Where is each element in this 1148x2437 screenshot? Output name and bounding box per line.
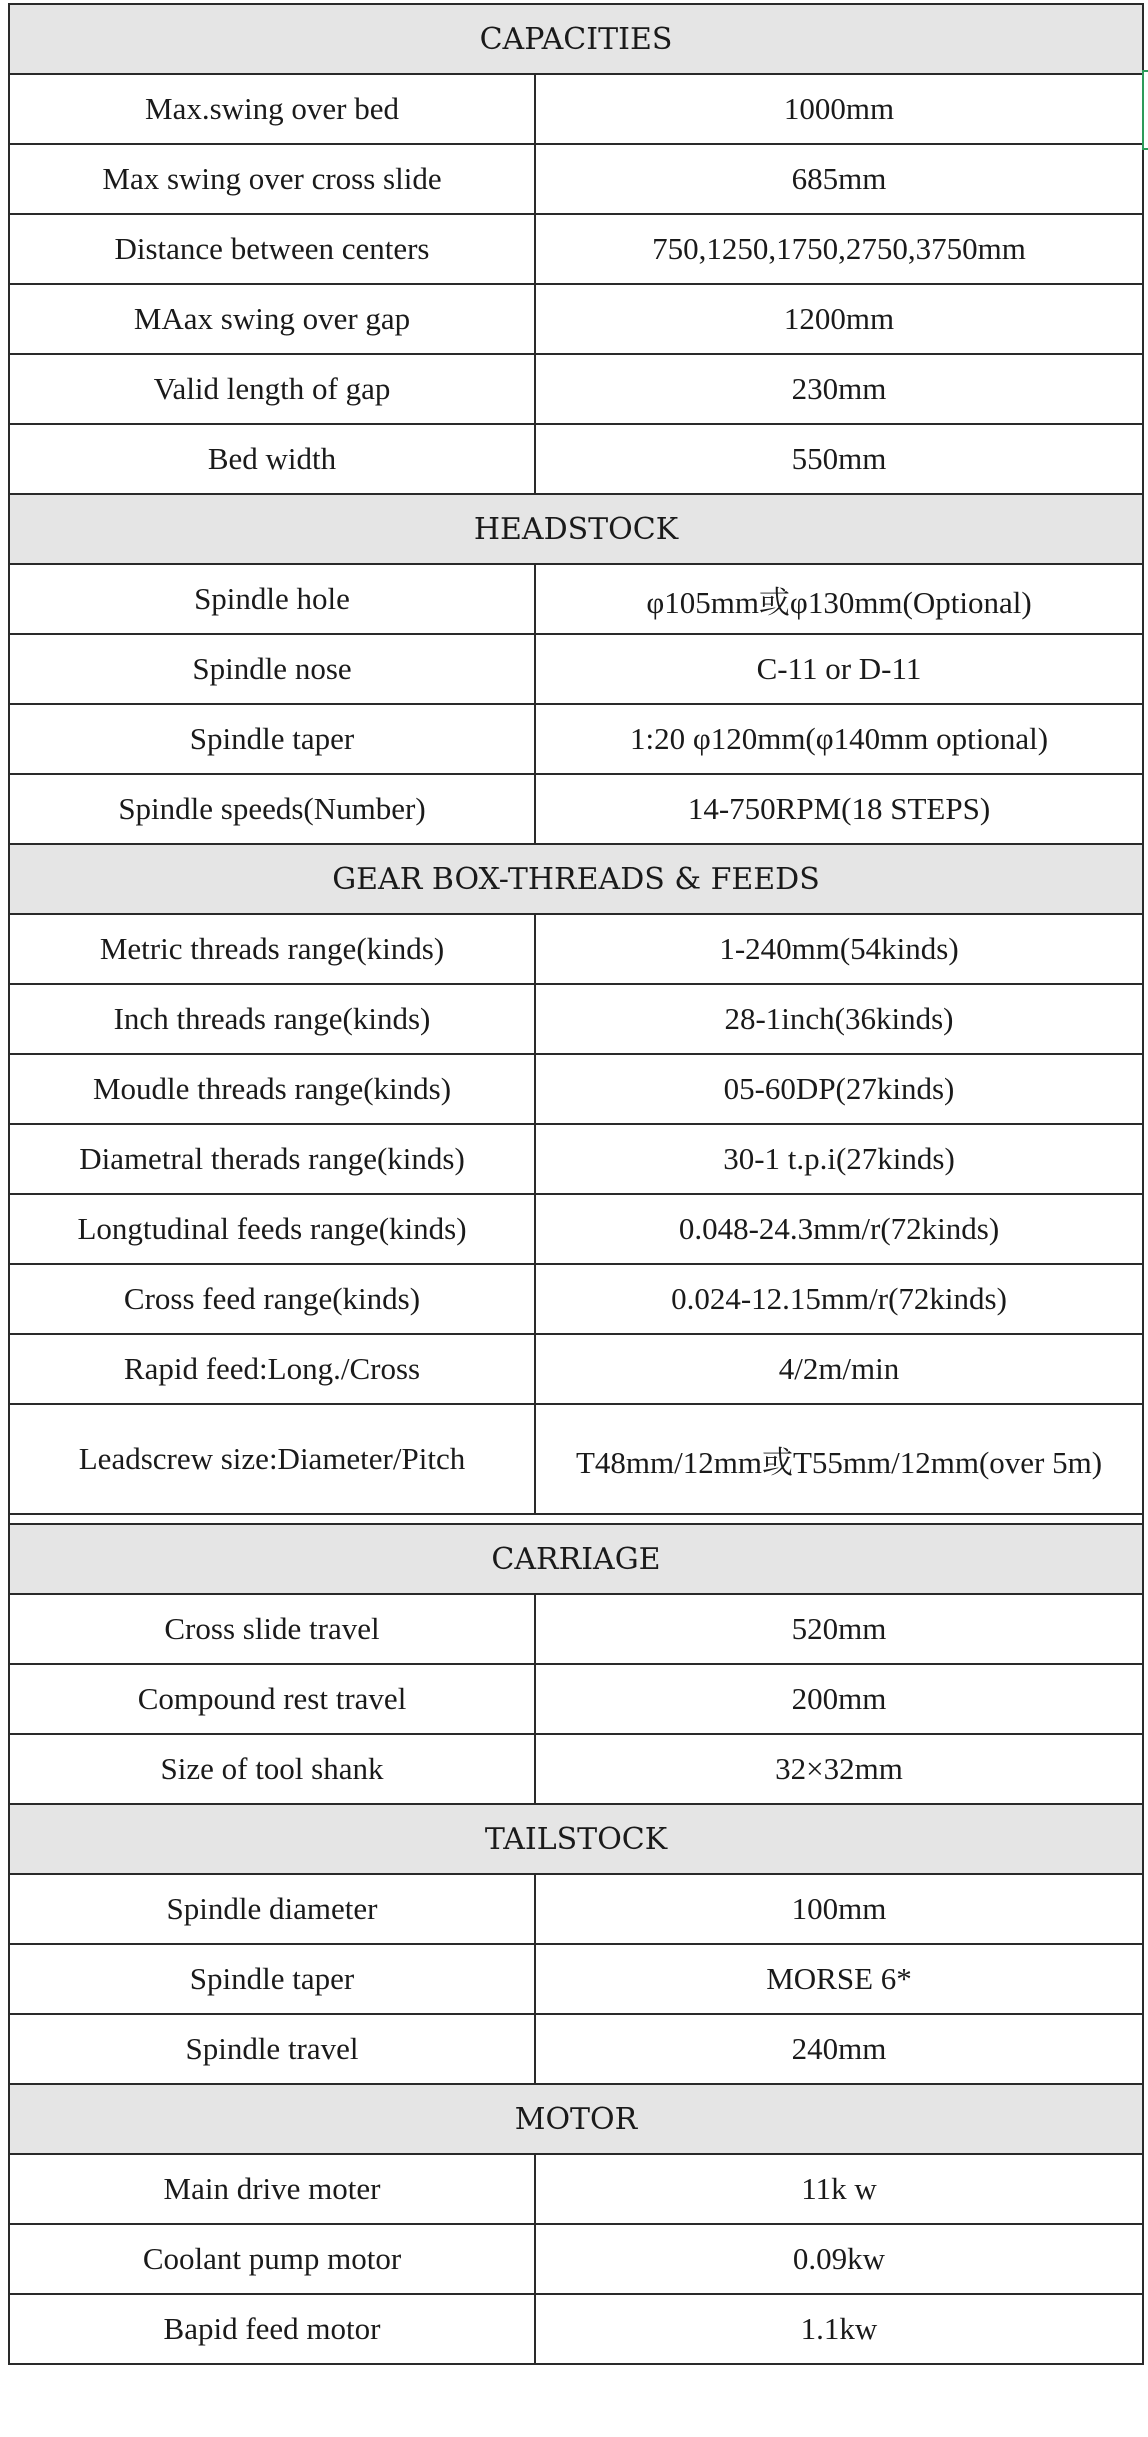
spec-label: Spindle nose [9, 634, 535, 704]
table-row [9, 1404, 1143, 1514]
spec-value: C-11 or D-11 [535, 634, 1143, 704]
table-row [9, 984, 1143, 1054]
spec-label: Cross feed range(kinds) [9, 1264, 535, 1334]
spec-label: Valid length of gap [9, 354, 535, 424]
table-row [9, 1874, 1143, 1944]
spec-label: Spindle travel [9, 2014, 535, 2084]
spec-value: 0.048-24.3mm/r(72kinds) [535, 1194, 1143, 1264]
spec-label: Max.swing over bed [9, 74, 535, 144]
spec-value: 4/2m/min [535, 1334, 1143, 1404]
spec-value: 0.09kw [535, 2224, 1143, 2294]
table-row [9, 564, 1143, 634]
spec-value: 100mm [535, 1874, 1143, 1944]
section-title: CAPACITIES [9, 4, 1143, 74]
spec-value: 1200mm [535, 284, 1143, 354]
table-row [9, 704, 1143, 774]
section-header-tailstock [9, 1804, 1143, 1874]
section-title: CARRIAGE [9, 1524, 1143, 1594]
table-row [9, 1054, 1143, 1124]
table-row [9, 2294, 1143, 2364]
spec-value: 550mm [535, 424, 1143, 494]
spec-value: φ105mm或φ130mm(Optional) [535, 564, 1143, 634]
table-row [9, 2154, 1143, 2224]
spec-label: Rapid feed:Long./Cross [9, 1334, 535, 1404]
spec-label: Max swing over cross slide [9, 144, 535, 214]
section-header-gearbox [9, 844, 1143, 914]
section-title: TAILSTOCK [9, 1804, 1143, 1874]
spec-value: 685mm [535, 144, 1143, 214]
spec-value: 1:20 φ120mm(φ140mm optional) [535, 704, 1143, 774]
table-break-cell [9, 1514, 1143, 1524]
spec-value: 1-240mm(54kinds) [535, 914, 1143, 984]
section-header-motor [9, 2084, 1143, 2154]
spec-value: MORSE 6* [535, 1944, 1143, 2014]
spec-label: Main drive moter [9, 2154, 535, 2224]
spec-label: Spindle hole [9, 564, 535, 634]
table-row [9, 1334, 1143, 1404]
section-title: MOTOR [9, 2084, 1143, 2154]
spec-value: 32×32mm [535, 1734, 1143, 1804]
spec-value: 520mm [535, 1594, 1143, 1664]
table-row [9, 634, 1143, 704]
spec-value: 1.1kw [535, 2294, 1143, 2364]
spec-value: 1000mm [535, 74, 1143, 144]
spec-value: 30-1 t.p.i(27kinds) [535, 1124, 1143, 1194]
table-row [9, 144, 1143, 214]
spec-value: T48mm/12mm或T55mm/12mm(over 5m) [535, 1404, 1143, 1514]
spec-label: Size of tool shank [9, 1734, 535, 1804]
table-row [9, 1664, 1143, 1734]
spec-label: Longtudinal feeds range(kinds) [9, 1194, 535, 1264]
spec-label: Distance between centers [9, 214, 535, 284]
section-title: HEADSTOCK [9, 494, 1143, 564]
spec-label: Inch threads range(kinds) [9, 984, 535, 1054]
spec-label: Leadscrew size:Diameter/Pitch [9, 1404, 535, 1514]
spec-label: Bapid feed motor [9, 2294, 535, 2364]
spec-value: 05-60DP(27kinds) [535, 1054, 1143, 1124]
spec-label: Bed width [9, 424, 535, 494]
spec-label: Coolant pump motor [9, 2224, 535, 2294]
spec-value: 0.024-12.15mm/r(72kinds) [535, 1264, 1143, 1334]
table-row [9, 1194, 1143, 1264]
spec-label: Diametral therads range(kinds) [9, 1124, 535, 1194]
table-row [9, 214, 1143, 284]
spec-value: 200mm [535, 1664, 1143, 1734]
table-row [9, 2224, 1143, 2294]
specification-table-body [9, 4, 1143, 2364]
table-break [9, 1514, 1143, 1524]
table-row [9, 354, 1143, 424]
table-row [9, 774, 1143, 844]
spec-label: Metric threads range(kinds) [9, 914, 535, 984]
table-row [9, 74, 1143, 144]
table-row [9, 2014, 1143, 2084]
spec-value: 750,1250,1750,2750,3750mm [535, 214, 1143, 284]
table-row [9, 1734, 1143, 1804]
table-row [9, 1594, 1143, 1664]
spec-value: 11k w [535, 2154, 1143, 2224]
spec-label: Spindle taper [9, 1944, 535, 2014]
spec-label: Spindle taper [9, 704, 535, 774]
spec-label: Spindle diameter [9, 1874, 535, 1944]
spec-value: 14-750RPM(18 STEPS) [535, 774, 1143, 844]
section-header-capacities [9, 4, 1143, 74]
specification-table [8, 3, 1144, 2365]
section-title: GEAR BOX-THREADS & FEEDS [9, 844, 1143, 914]
spec-label: Compound rest travel [9, 1664, 535, 1734]
table-row [9, 284, 1143, 354]
table-row [9, 914, 1143, 984]
section-header-carriage [9, 1524, 1143, 1594]
spec-value: 28-1inch(36kinds) [535, 984, 1143, 1054]
spec-label: Spindle speeds(Number) [9, 774, 535, 844]
table-row [9, 1124, 1143, 1194]
edge-selection-marker [1142, 70, 1148, 150]
spec-label: MAax swing over gap [9, 284, 535, 354]
table-row [9, 1264, 1143, 1334]
spec-value: 230mm [535, 354, 1143, 424]
spec-label: Cross slide travel [9, 1594, 535, 1664]
table-row [9, 424, 1143, 494]
spec-value: 240mm [535, 2014, 1143, 2084]
table-row [9, 1944, 1143, 2014]
section-header-headstock [9, 494, 1143, 564]
spec-label: Moudle threads range(kinds) [9, 1054, 535, 1124]
